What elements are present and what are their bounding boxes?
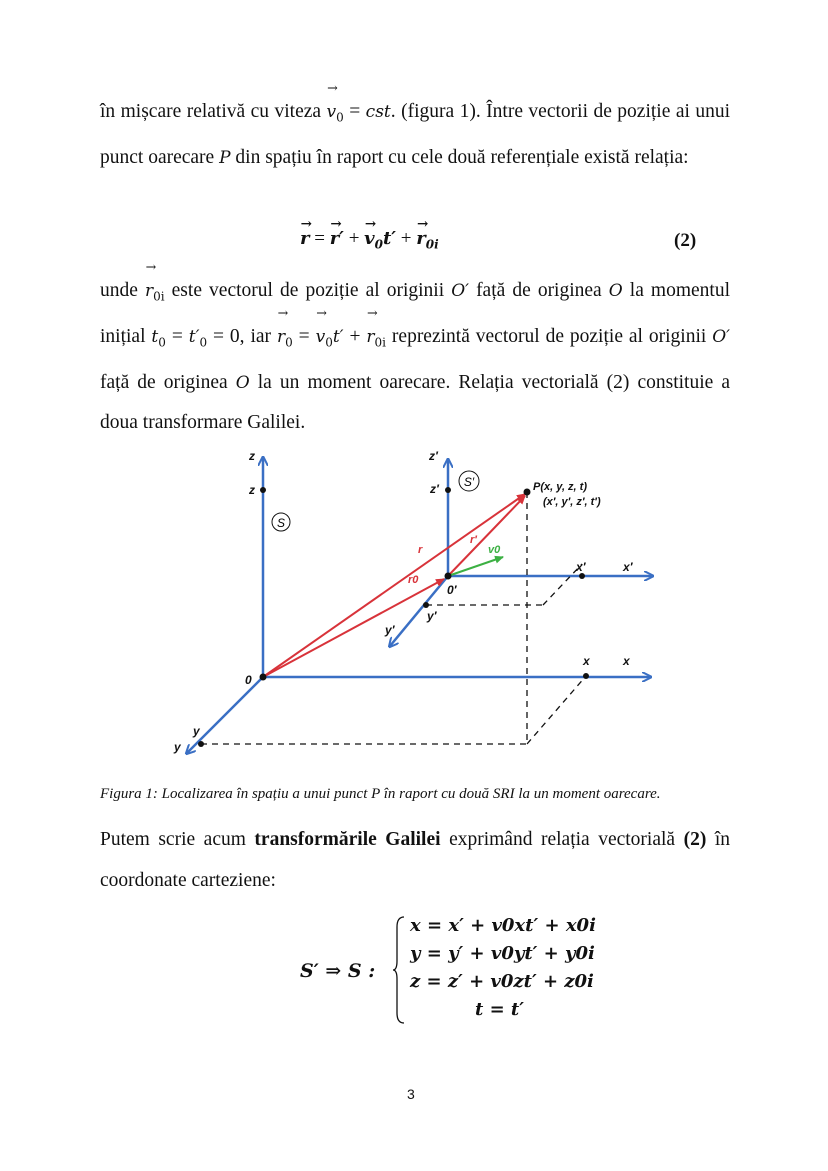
- galilei-system: [300, 915, 640, 1025]
- label-tick-zp: z′: [430, 482, 439, 496]
- r0-vector: → $r_0$: [277, 317, 293, 363]
- text: din spațiu în raport cu cele două referențiale există relația:: [230, 146, 689, 168]
- paragraph-galilei: [100, 820, 730, 901]
- label-vec-r: r: [418, 544, 423, 556]
- equation-number: (2): [674, 230, 697, 251]
- projection-lines: [201, 492, 586, 745]
- label-axis-xp: x′: [623, 560, 633, 574]
- text: este vectorul de poziție al originii: [164, 280, 452, 301]
- eq-r: r: [416, 228, 426, 249]
- eq-rp: → r′: [330, 228, 344, 249]
- system-lhs: S′ ⇒ S :: [300, 960, 376, 982]
- text: =: [343, 101, 366, 122]
- frame-Sp-label: S′: [463, 475, 475, 489]
- points: [198, 487, 589, 747]
- label-vec-v0: v0: [488, 544, 501, 556]
- text: exprimând relația vectorială: [440, 829, 684, 850]
- math-Op: O′: [712, 326, 731, 347]
- vector-r: [263, 494, 525, 677]
- paragraph-explanation: [100, 271, 730, 444]
- equation-2: [300, 228, 439, 252]
- eq-r: → r: [300, 228, 309, 249]
- math-cst: cst: [365, 102, 391, 122]
- text: față de originea: [469, 280, 609, 301]
- v0-vector: → $v_0$: [316, 317, 333, 363]
- label-vec-rp: r′: [470, 534, 477, 546]
- paragraph-intro: [100, 92, 730, 178]
- label-tick-yp: y′: [427, 609, 437, 623]
- label-axis-zp: z′: [429, 449, 438, 463]
- label-axis-x: x: [623, 654, 630, 668]
- text: +: [343, 325, 367, 347]
- figure-caption: Figura 1: Localizarea în spațiu a unui punct P în raport cu două SRI la un moment oarecare.: [100, 786, 661, 802]
- label-point-Pp: (x′, y′, z′, t′): [543, 496, 601, 508]
- math-O: O: [235, 372, 250, 393]
- system-brace: [392, 915, 406, 1025]
- eq-op: +: [396, 228, 417, 249]
- eq-op: +: [343, 228, 365, 249]
- bold-ref: (2): [683, 829, 707, 850]
- label-tick-xp: x′: [576, 560, 586, 574]
- system-row-t: t = t′: [475, 999, 524, 1020]
- math-t0: $t_0$: [151, 326, 166, 350]
- label-tick-z: z: [249, 483, 255, 497]
- label-axis-z: z: [249, 449, 255, 463]
- math-tp: t′: [188, 326, 200, 347]
- label-origin-Op: 0′: [447, 583, 457, 597]
- system-row-z: z = z′ + v0zt′ + z0i: [410, 971, 594, 992]
- eq-r0i: [416, 228, 438, 252]
- label-vec-r0: r0: [408, 574, 419, 586]
- label-axis-y: y: [174, 740, 181, 754]
- text: la un moment oarecare. Relația vectorială (2) constituie a doua transformare Galilei.: [100, 371, 731, 434]
- eq-sub: 0: [374, 237, 383, 252]
- label-tick-y: y: [193, 724, 200, 738]
- label-tick-x: x: [583, 654, 590, 668]
- text: . (figura 1). Între vectorii de poziție ai unui punct oarecare: [100, 101, 731, 168]
- bold-term: transformările Galilei: [254, 829, 441, 850]
- math-t: t: [151, 326, 159, 347]
- axis-y: [187, 677, 263, 753]
- eq-v: v: [364, 228, 375, 249]
- text: în coordonate carteziene:: [100, 829, 731, 891]
- text: unde: [100, 280, 145, 301]
- text: =: [165, 325, 189, 347]
- eq-tp: t′: [382, 228, 397, 249]
- text: reprezintă vectorul de poziție al originii: [386, 325, 713, 347]
- r0i-vector: → $r_{0i}$: [366, 317, 386, 363]
- eq-v0: [364, 228, 383, 252]
- text: față de originea: [100, 371, 236, 393]
- text: la momentul inițial: [100, 280, 730, 347]
- system-row-x: x = x′ + v0xt′ + x0i: [410, 915, 596, 936]
- page-number: 3: [407, 1086, 415, 1102]
- math-O: O: [608, 281, 623, 301]
- text: =: [292, 325, 316, 347]
- eq-sub: 0i: [425, 237, 439, 252]
- figure-reference-frames: [160, 440, 680, 770]
- text: Putem scrie acum: [100, 829, 255, 850]
- math-tp0: $t'_0$: [188, 326, 208, 350]
- text: = 0, iar: [207, 325, 277, 347]
- axis-yp: [390, 576, 448, 646]
- text: în mișcare relativă cu viteza: [100, 101, 327, 122]
- system-row-y: y = y′ + v0yt′ + y0i: [410, 943, 595, 964]
- v0-vector: → $v_0$: [327, 92, 344, 138]
- label-axis-yp: y′: [385, 623, 395, 637]
- math-Op: O′: [451, 281, 469, 301]
- math-tp: t′: [332, 326, 344, 347]
- label-point-P: P(x, y, z, t): [533, 481, 587, 493]
- math-P: P: [219, 147, 231, 168]
- vector-r0: [263, 579, 444, 677]
- vector-rp: [448, 496, 525, 576]
- frame-S-label: S: [276, 516, 286, 530]
- r0i-vector: → $r_{0i}$: [145, 271, 165, 317]
- label-origin-O: 0: [245, 673, 252, 687]
- eq-op: =: [309, 228, 330, 249]
